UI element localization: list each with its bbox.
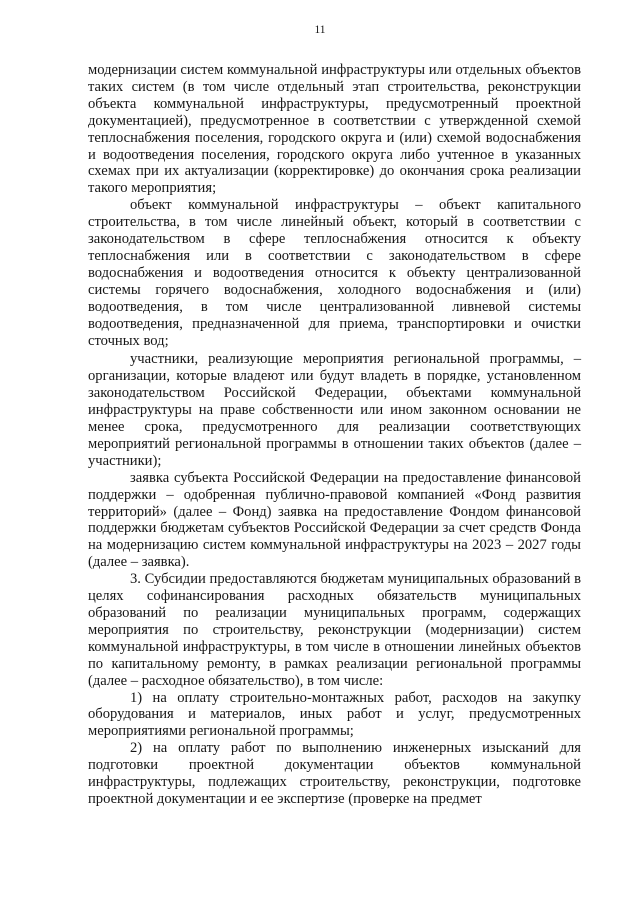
paragraph-participants-definition: участники, реализующие мероприятия региональной программы, – организации, которые владеют или будут владеть в порядке, установленном законодательством Российской Федерации, объектами коммунальной инфраструктуры на праве собственности или ином законном основании не менее срока, предусмотренного для реализации соответствующих мероприятий региональной программы в отношении таких объектов (далее – участники); <box>88 351 581 469</box>
list-item-2: 2) на оплату работ по выполнению инженерных изысканий для подготовки проектной документации объектов коммунальной инфраструктуры, подлежащих строительству, реконструкции, подготовке проектной документации и ее экспертизе (проверке на предмет <box>88 740 581 807</box>
paragraph-infrastructure-object-definition: объект коммунальной инфраструктуры – объект капитального строительства, в том числе линейный объект, который в соответствии с законодательством в сфере теплоснабжения относится к объекту теплоснабжения или в соответствии с законодательством в сфере водоснабжения и водоотведения относится к объекту централизованной системы горячего водоснабжения, холодного водоснабжения и (или) водоотведения, в том числе централизованной ливневой системы водоотведения, предназначенной для приема, транспортировки и очистки сточных вод; <box>88 197 581 349</box>
list-item-1: 1) на оплату строительно-монтажных работ, расходов на закупку оборудования и материалов, иных работ и услуг, предусмотренных мероприятиями региональной программы; <box>88 689 581 740</box>
page-number: 11 <box>314 24 326 36</box>
paragraph-subsidy-clause-3: 3. Субсидии предоставляются бюджетам муниципальных образований в целях софинансирования расходных обязательств муниципальных образований по реализации муниципальных программ, содержащих мероприятия по строительству, реконструкции (модернизации) систем коммунальной инфраструктуры, в том числе в отношении линейных объектов по капитальному ремонту, в рамках реализации региональной программы (далее – расходное обязательство), в том числе: <box>88 571 581 689</box>
paragraph-modernization-definition: модернизации систем коммунальной инфраструктуры или отдельных объектов таких систем (в том числе отдельный этап строительства, реконструкции объекта коммунальной инфраструктуры, предусмотренный проектной документацией), предусмотренное в соответствии с утвержденной схемой теплоснабжения поселения, городского округа и (или) схемой водоснабжения и водоотведения поселения, городского округа либо учтенное в указанных схемах при их актуализации (корректировке) до окончания срока реализации такого мероприятия; <box>88 62 581 197</box>
document-body <box>88 62 581 808</box>
paragraph-application-definition: заявка субъекта Российской Федерации на предоставление финансовой поддержки – одобренная публично-правовой компанией «Фонд развития территорий» (далее – Фонд) заявка на предоставление Фондом финансовой поддержки бюджетам субъектов Российской Федерации за счет средств Фонда на модернизацию систем коммунальной инфраструктуры на 2023 – 2027 годы (далее – заявка). <box>88 469 581 571</box>
